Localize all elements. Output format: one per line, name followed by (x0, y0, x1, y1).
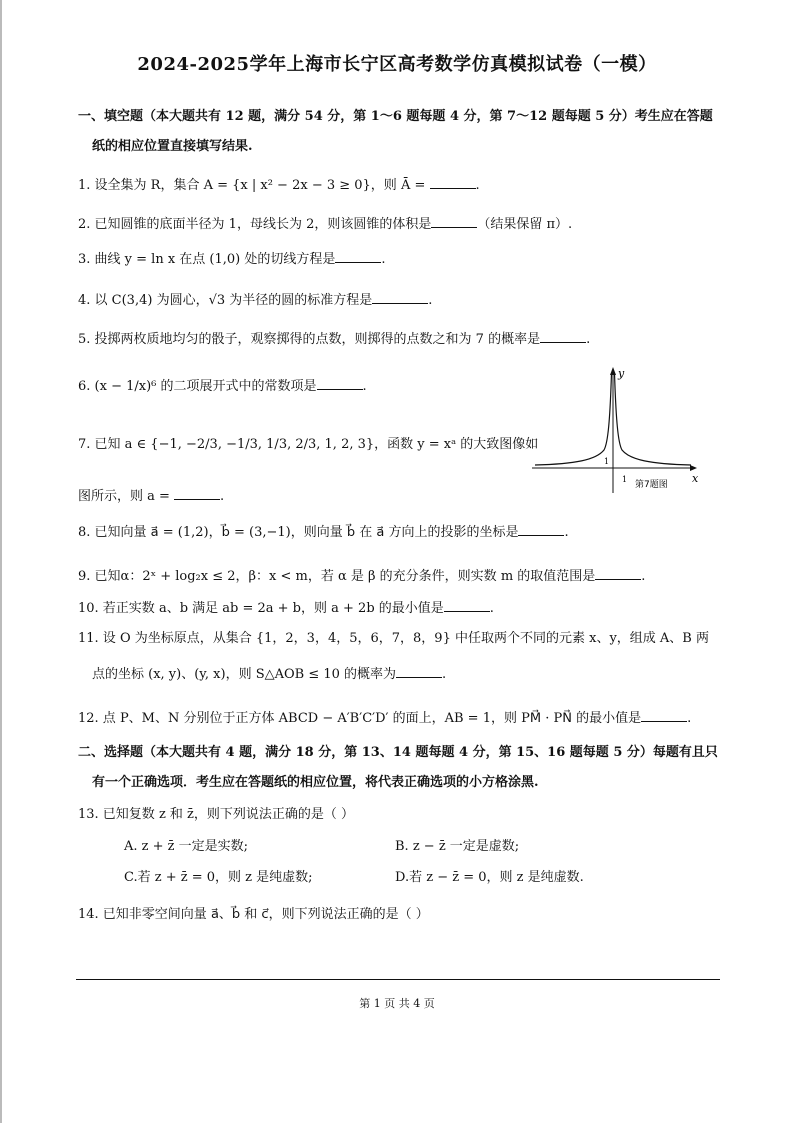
answer-blank (518, 522, 564, 536)
question-9-text: 9. 已知α：2ˣ + log₂x ≤ 2，β：x < m，若 α 是 β 的充分条件，则实数 m 的取值范围是 (78, 569, 596, 584)
answer-blank (430, 175, 476, 189)
answer-blank (444, 598, 490, 612)
question-11-cont: 点的坐标 (x, y)、(y, x)，则 S△AOB ≤ 10 的概率为 . (92, 664, 446, 684)
question-7-cont: 图所示，则 a = . (78, 486, 224, 506)
question-13-stem: 13. 已知复数 z 和 z̄，则下列说法正确的是（ ） (78, 807, 355, 822)
question-2 (78, 214, 572, 234)
question-10-text: 10. 若正实数 a、b 满足 ab = 2a + b，则 a + 2b 的最小值是 (78, 601, 444, 616)
page-number: 第 1 页 共 4 页 (359, 997, 435, 1010)
section1-heading: 一、填空题（本大题共有 12 题，满分 54 分，第 1～6 题每题 4 分，第 7～12 题每题 5 分）考生应在答题 (78, 109, 713, 124)
answer-blank (317, 376, 363, 390)
question-3: 3. 曲线 y = ln x 在点 (1,0) 处的切线方程是 . (78, 249, 386, 269)
answer-blank (372, 290, 428, 304)
question-5-text: 5. 投掷两枚质地均匀的骰子，观察掷得的点数，则掷得的点数之和为 7 的概率是 (78, 332, 541, 347)
question-1: 1. 设全集为 R，集合 A = {x | x² − 2x − 3 ≥ 0}，则 Ā = . (78, 175, 480, 195)
figure-power-function-graph (530, 365, 705, 495)
question-9: 9. 已知α：2ˣ + log₂x ≤ 2，β：x < m，若 α 是 β 的充分条件，则实数 m 的取值范围是 . (78, 566, 645, 586)
page-title: 2024-2025学年上海市长宁区高考数学仿真模拟试卷（一模） (137, 54, 657, 75)
tick-label-x-1: 1 (622, 475, 628, 484)
question-2-text: 2. 已知圆锥的底面半径为 1，母线长为 2，则该圆锥的体积是 (78, 217, 432, 232)
question-4-text: 4. 以 C(3,4) 为圆心，√3 为半径的圆的标准方程是 (78, 293, 373, 308)
question-5: 5. 投掷两枚质地均匀的骰子，观察掷得的点数，则掷得的点数之和为 7 的概率是 . (78, 329, 590, 349)
question-11-cont-text: 点的坐标 (x, y)、(y, x)，则 S△AOB ≤ 10 的概率为 (92, 667, 397, 682)
question-6: 6. (x − 1/x)⁶ 的二项展开式中的常数项是 . (78, 376, 367, 396)
question-7: 7. 已知 a ∈ {−1, −2/3, −1/3, 1/3, 2/3, 1, 2, 3}，函数 y = xᵃ 的大致图像如 (78, 437, 539, 452)
question-3-text: 3. 曲线 y = ln x 在点 (1,0) 处的切线方程是 (78, 252, 336, 267)
question-4: 4. 以 C(3,4) 为圆心，√3 为半径的圆的标准方程是 . (78, 290, 432, 310)
curve-right-branch (615, 373, 692, 465)
answer-blank (540, 329, 586, 343)
answer-blank (396, 664, 442, 678)
answer-blank (431, 214, 477, 228)
option-c: C.若 z + z̄ = 0，则 z 是纯虚数; (124, 870, 313, 885)
footer-rule (76, 979, 720, 980)
question-2-note: （结果保留 π）. (477, 217, 573, 232)
section1-heading-cont: 纸的相应位置直接填写结果. (92, 139, 253, 154)
y-axis-label: y (618, 367, 625, 380)
question-8-text: 8. 已知向量 a⃗ = (1,2)，b⃗ = (3,−1)，则向量 b⃗ 在 a⃗ 方向上的投影的坐标是 (78, 525, 519, 540)
scan-edge (0, 0, 2, 1123)
question-8: 8. 已知向量 a⃗ = (1,2)，b⃗ = (3,−1)，则向量 b⃗ 在 a⃗ 方向上的投影的坐标是 . (78, 522, 569, 542)
answer-blank (335, 249, 381, 263)
answer-blank (174, 486, 220, 500)
option-b: B. z − z̄ 一定是虚数; (395, 839, 520, 854)
curve-left-branch (535, 373, 612, 465)
answer-blank (641, 708, 687, 722)
option-d: D.若 z − z̄ = 0，则 z 是纯虚数. (395, 870, 584, 885)
section2-heading-cont: 有一个正确选项．考生应在答题纸的相应位置，将代表正确选项的小方格涂黑. (92, 775, 539, 790)
question-12-text: 12. 点 P、M、N 分别位于正方体 ABCD − A′B′C′D′ 的面上，AB = 1，则 PM⃗ · PN⃗ 的最小值是 (78, 711, 642, 726)
question-6-text: 6. (x − 1/x)⁶ 的二项展开式中的常数项是 (78, 379, 317, 394)
x-axis-arrow (690, 465, 697, 471)
section2-heading: 二、选择题（本大题共有 4 题，满分 18 分，第 13、14 题每题 4 分，第 15、16 题每题 5 分）每题有且只 (78, 745, 718, 760)
question-7-cont-text: 图所示，则 a = (78, 489, 175, 504)
answer-blank (595, 566, 641, 580)
x-axis-label: x (692, 472, 699, 485)
question-10: 10. 若正实数 a、b 满足 ab = 2a + b，则 a + 2b 的最小值是 . (78, 598, 494, 618)
option-a: A. z + z̄ 一定是实数; (124, 839, 249, 854)
question-11: 11. 设 O 为坐标原点，从集合 {1，2，3，4，5，6，7，8，9} 中任取两个不同的元素 x、y，组成 A、B 两 (78, 631, 709, 646)
tick-label-y-1: 1 (604, 457, 610, 466)
question-1-text: 1. 设全集为 R，集合 A = {x | x² − 2x − 3 ≥ 0}，则 Ā = (78, 178, 430, 193)
figure-caption: 第7题图 (635, 480, 668, 490)
question-12: 12. 点 P、M、N 分别位于正方体 ABCD − A′B′C′D′ 的面上，AB = 1，则 PM⃗ · PN⃗ 的最小值是 . (78, 708, 691, 728)
question-14-stem: 14. 已知非零空间向量 a⃗、b⃗ 和 c⃗，则下列说法正确的是（ ） (78, 907, 429, 922)
